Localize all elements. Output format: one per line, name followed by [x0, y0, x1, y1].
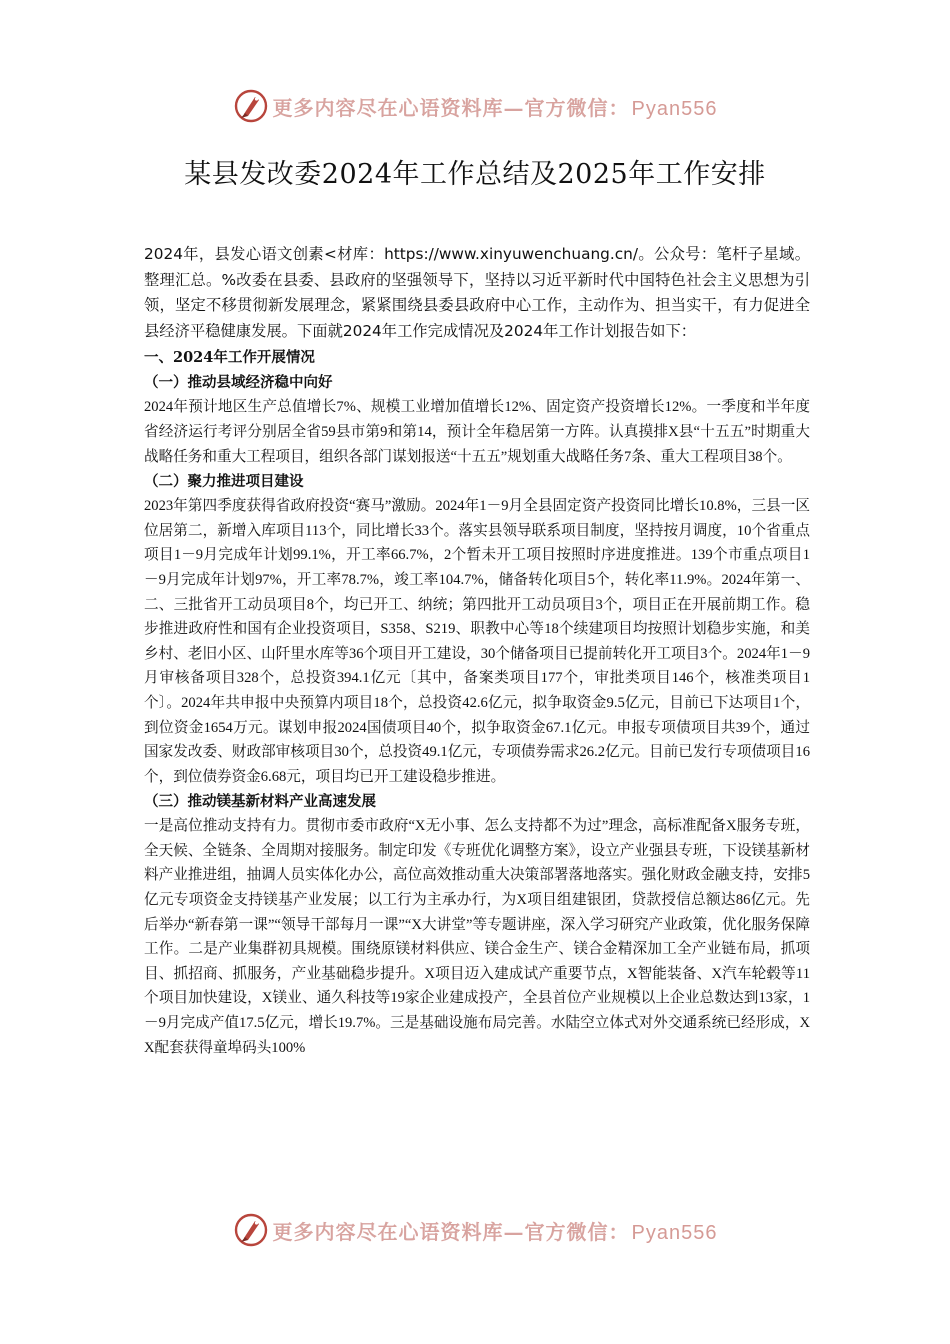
watermark-handle: Pyan556 [631, 97, 718, 120]
watermark-text [273, 92, 718, 121]
watermark-slogan: 更多内容尽在心语资料库—官方微信： [272, 1219, 630, 1244]
watermark-banner-top [0, 86, 950, 126]
watermark-banner-bottom [0, 1210, 950, 1250]
subsection-paragraph-1: 2024年预计地区生产总值增长7%、规模工业增加值增长12%、固定资产投资增长12%。一季度和半年度省经济运行考评分别居全省59县市第9和第14，预计全年稳居第一方阵。认真摸排X县“十五五”时期重大战略任务和重大工程项目，组织各部门谋划报送“十五五”规划重大战略任务7条、重大工程项目38个。 [144, 399, 810, 465]
pen-nib-logo-icon [233, 1212, 269, 1248]
pen-nib-logo-icon [233, 88, 269, 124]
document-body [144, 242, 810, 1060]
watermark-slogan: 更多内容尽在心语资料库—官方微信： [272, 95, 630, 120]
document-title: 某县发改委2024年工作总结及2025年工作安排 [184, 159, 766, 190]
watermark-text [273, 1216, 718, 1245]
intro-paragraph: 2024年，县发心语文创素<材库：https://www.xinyuwenchuang.cn/。公众号：笔杆子星域。整理汇总。%改委在县委、县政府的坚强领导下，坚持以习近平新时代中国特色社会主义思想为引领，坚定不移贯彻新发展理念，紧紧围绕县委县政府中心工作，主动作为、担当实干，有力促进全县经济平稳健康发展。下面就2024年工作完成情况及2024年工作计划报告如下： [144, 245, 810, 340]
watermark-handle: Pyan556 [631, 1221, 718, 1244]
subsection-heading-3: （三）推动镁基新材料产业高速发展 [144, 793, 376, 811]
subsection-paragraph-2: 2023年第四季度获得省政府投资“赛马”激励。2024年1－9月全县固定资产投资同比增长10.8%，三县一区位居第二，新增入库项目113个，同比增长33个。落实县领导联系项目制度，坚持按月调度，10个省重点项目1－9月完成年计划99.1%，开工率66.7%，2个暂未开工项目按照时序进度推进。139个市重点项目1－9月完成年计划97%，开工率78.7%，竣工率104.7%，储备转化项目5个，转化率11.9%。2024年第一、二、三批省开工动员项目8个，均已开工、纳统；第四批开工动员项目3个，项目正在开展前期工作。稳步推进政府性和国有企业投资项目，S358、S219、职教中心等18个续建项目均按照计划稳步实施，和美乡村、老旧小区、山阡里水库等36个项目开工建设，30个储备项目已提前转化开工项目3个。2024年1－9月审核备项目328个，总投资394.1亿元〔其中，备案类项目177个，审批类项目146个，核准类项目1个〕。2024年共申报中央预算内项目18个，总投资42.6亿元，拟争取资金9.5亿元，目前已下达项目1个，到位资金1654万元。谋划申报2024国债项目40个，拟争取资金67.1亿元。申报专项债项目共39个，通过国家发改委、财政部审核项目30个，总投资49.1亿元，专项债券需求26.2亿元。目前已发行专项债项目16个，到位债券资金6.68元，项目均已开工建设稳步推进。 [144, 498, 810, 785]
subsection-heading-1: （一）推动县域经济稳中向好 [144, 374, 333, 392]
subsection-paragraph-3: 一是高位推动支持有力。贯彻市委市政府“X无小事、怎么支持都不为过”理念，高标准配备X服务专班，全天候、全链条、全周期对接服务。制定印发《专班优化调整方案》，设立产业强县专班，下设镁基新材料产业推进组，抽调人员实体化办公，高位高效推动重大决策部署落地落实。强化财政金融支持，安排5亿元专项资金支持镁基产业发展；以工行为主承办行，为X项目组建银团，贷款授信总额达86亿元。先后举办“新春第一课”“领导干部每月一课”“X大讲堂”等专题讲座，深入学习研究产业政策，优化服务保障工作。二是产业集群初具规模。围绕原镁材料供应、镁合金生产、镁合金精深加工全产业链布局，抓项目、抓招商、抓服务，产业基础稳步提升。X项目迈入建成试产重要节点，X智能装备、X汽车轮毂等11个项目加快建设，X镁业、通久科技等19家企业建成投产，全县首位产业规模以上企业总数达到13家，1－9月完成产值17.5亿元，增长19.7%。三是基础设施布局完善。水陆空立体式对外交通系统已经形成，XX配套获得童埠码头100% [144, 818, 810, 1056]
section-heading: 一、2024年工作开展情况 [144, 349, 315, 367]
subsection-heading-2: （二）聚力推进项目建设 [144, 473, 304, 491]
